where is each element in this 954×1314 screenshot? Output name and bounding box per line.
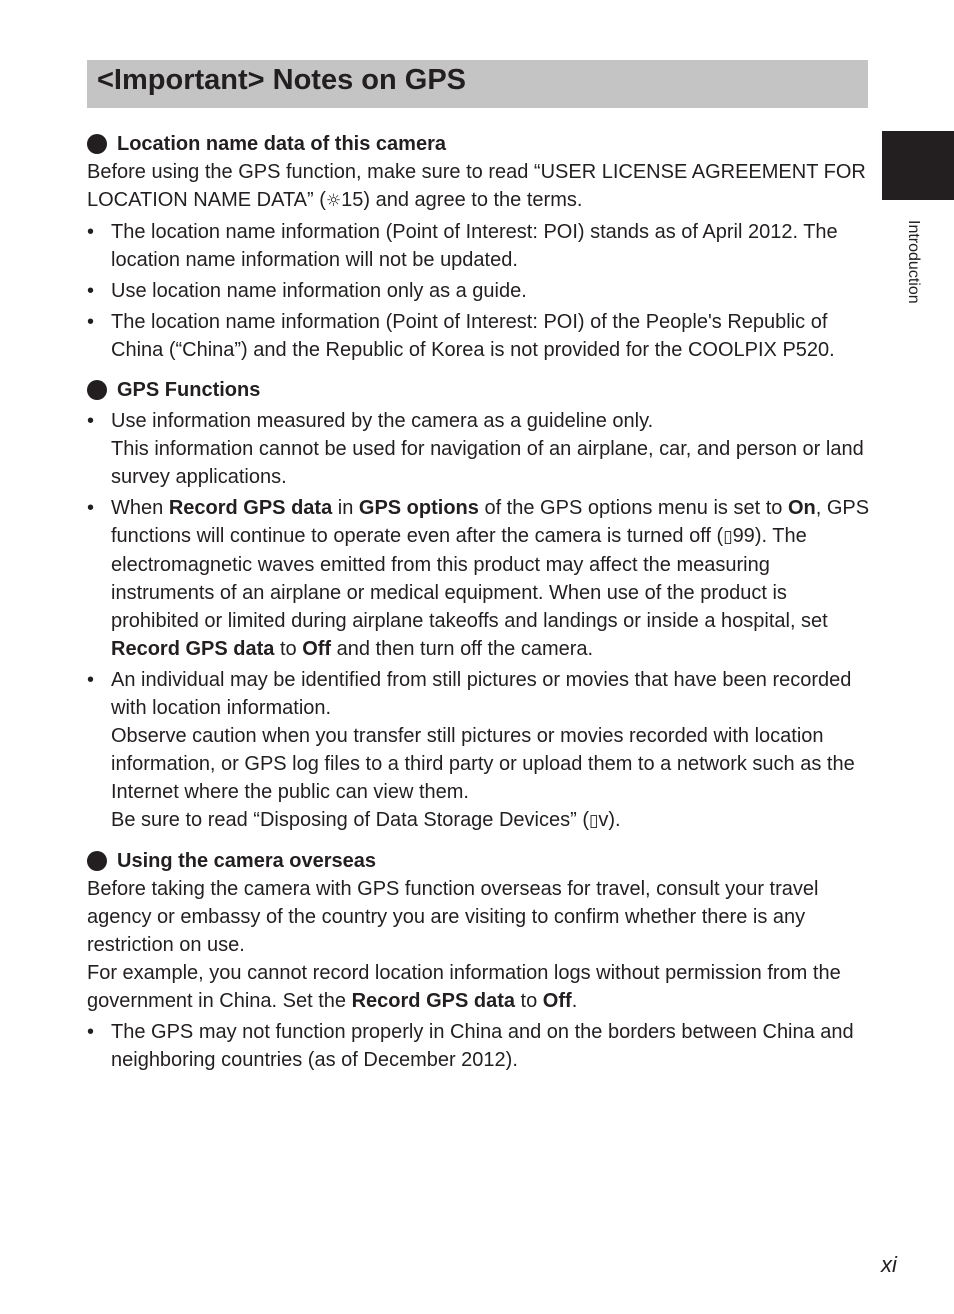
tips-ref-icon: ☼: [325, 191, 342, 211]
bullet-circle-icon: [87, 380, 107, 400]
section-heading-gps-functions: GPS Functions: [87, 376, 872, 404]
list-item: • The GPS may not function properly in China and on the borders between China and neighboring countries (as of December 2012).: [87, 1018, 872, 1074]
list-item: • The location name information (Point of Interest: POI) stands as of April 2012. The location name information will not be updated.: [87, 218, 872, 274]
content: [87, 128, 872, 1074]
list-item: • Use information measured by the camera as a guideline only. This information cannot be used for navigation of an airplane, car, and person or land survey applications.: [87, 407, 872, 491]
chapter-tab: [882, 131, 954, 200]
book-ref-icon: ▯: [589, 811, 599, 831]
bullet-circle-icon: [87, 134, 107, 154]
list-item: • When Record GPS data in GPS options of the GPS options menu is set to On, GPS functions will continue to operate even after the camera is turned off (▯99). The electromagnetic waves emitted from this product may affect the measuring instruments of an airplane or medical equipment. When use of the product is prohibited or limited during airplane takeoffs and landings or inside a hospital, set Record GPS data to Off and then turn off the camera.: [87, 494, 872, 663]
section3-para1: Before taking the camera with GPS function overseas for travel, consult your travel agency or embassy of the country you are visiting to confirm whether there is any restriction on use.: [87, 878, 819, 956]
section-heading-location: Location name data of this camera: [87, 130, 872, 158]
list-item: • The location name information (Point of Interest: POI) of the People's Republic of China (“China”) and the Republic of Korea is not provided for the COOLPIX P520.: [87, 308, 872, 364]
list-item: • Use location name information only as a guide.: [87, 277, 872, 305]
page-number: xi: [881, 1252, 897, 1277]
book-ref-icon: ▯: [723, 527, 733, 547]
chapter-label-text: Introduction: [905, 220, 922, 304]
title-bar: [87, 60, 868, 108]
page-title: <Important> Notes on GPS: [97, 64, 466, 96]
section2-list: [87, 407, 872, 835]
section1-list: [87, 218, 872, 364]
chapter-label: [904, 220, 924, 330]
bullet-circle-icon: [87, 851, 107, 871]
section-heading-overseas: Using the camera overseas: [87, 847, 872, 875]
section3-list: [87, 1018, 872, 1074]
section1-intro: Before using the GPS function, make sure to read “USER LICENSE AGREEMENT FOR LOCATION NAME DATA” (☼15) and agree to the terms.: [87, 158, 872, 215]
list-item: • An individual may be identified from still pictures or movies that have been recorded with location information. Observe caution when you transfer still pictures or movies recorded with location information, or GPS log files to a third party or upload them to a network such as the Internet where the public can view them. Be sure to read “Disposing of Data Storage Devices” (▯v).: [87, 666, 872, 835]
section3-para2: For example, you cannot record location information logs without permission from the government in China. Set the Record GPS data to Off.: [87, 962, 841, 1012]
